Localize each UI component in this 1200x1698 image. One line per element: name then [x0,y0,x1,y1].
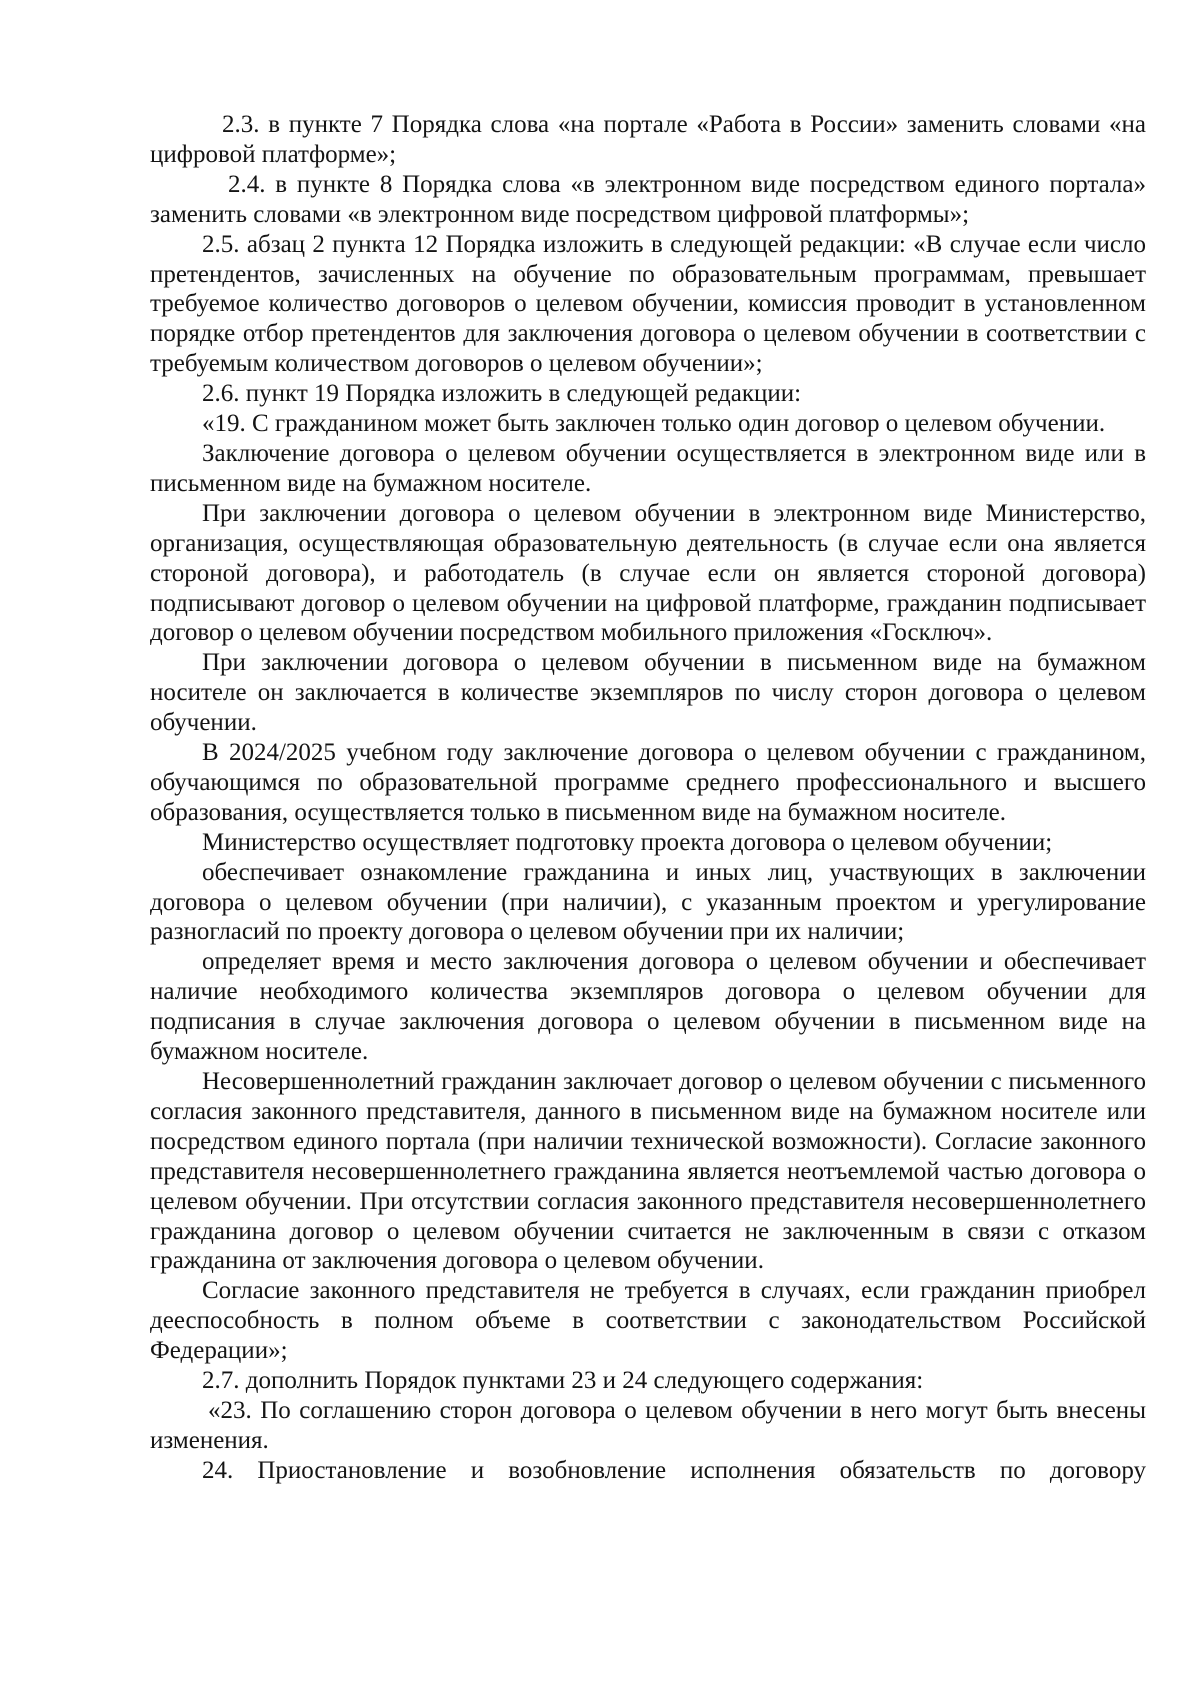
paragraph-2-6: 2.6. пункт 19 Порядка изложить в следующей редакции: [202,380,802,408]
paragraph-23: «23. По соглашению сторон договора о целевом обучении в него могут быть внесены изменения. [150,1396,1146,1454]
paragraph-19: «19. С гражданином может быть заключен только один договор о целевом обучении. [202,410,1106,438]
paragraph-2-4: 2.4. в пункте 8 Порядка слова «в электронном виде посредством единого портала» заменить словами «в электронном виде посредством цифровой платформы»; [150,170,1146,228]
paragraph-ministry-prepares: Министерство осуществляет подготовку проекта договора о целевом обучении; [202,828,1053,856]
paragraph-conclusion-form: Заключение договора о целевом обучении осуществляется в электронном виде или в письменном виде на бумажном носителе. [150,439,1146,497]
paragraph-ministry-determines: определяет время и место заключения договора о целевом обучении и обеспечивает наличие необходимого количества экземпляров договора о целевом обучении для подписания в случае заключения договора о целевом обучении в письменном виде на бумажном носителе. [150,948,1146,1066]
paragraph-2-3: 2.3. в пункте 7 Порядка слова «на портале «Работа в России» заменить словами «на цифровой платформе»; [150,111,1146,168]
paragraph-minor-citizen: Несовершеннолетний гражданин заключает договор о целевом обучении с письменного согласия законного представителя, данного в письменном виде на бумажном носителе или посредством единого портала (при наличии технической возможности). Согласие законного представителя несовершеннолетнего гражданина является неотъемлемой частью договора о целевом обучении. При отсутствии согласия законного представителя несовершеннолетнего гражданина договор о целевом обучении считается не заключенным в связи с отказом гражданина от заключения договора о целевом обучении. [150,1068,1146,1275]
paragraph-2-7: 2.7. дополнить Порядок пунктами 23 и 24 следующего содержания: [202,1367,924,1395]
paragraph-2-5: 2.5. абзац 2 пункта 12 Порядка изложить в следующей редакции: «В случае если число претендентов, зачисленных на обучение по образовательным программам, превышает требуемое количество договоров о целевом обучении, комиссия проводит в установленном порядке отбор претендентов для заключения договора о целевом обучении в соответствии с требуемым количеством договоров о целевом обучении»; [150,230,1146,378]
paragraph-24: 24. Приостановление и возобновление исполнения обязательств по договору [202,1456,1146,1484]
paragraph-electronic-form: При заключении договора о целевом обучении в электронном виде Министерство, организация, осуществляющая образовательную деятельность (в случае если она является стороной договора), и работодатель (в случае если он является стороной договора) подписывают договор о целевом обучении на цифровой платформе, гражданин подписывает договор о целевом обучении посредством мобильного приложения «Госключ». [150,499,1146,647]
document-page [150,110,1146,1486]
paragraph-ministry-ensures: обеспечивает ознакомление гражданина и иных лиц, участвующих в заключении договора о целевом обучении (при наличии), с указанным проектом и урегулирование разногласий по проекту договора о целевом обучении при их наличии; [150,858,1146,946]
paragraph-academic-year: В 2024/2025 учебном году заключение договора о целевом обучении с гражданином, обучающимся по образовательной программе среднего профессионального и высшего образования, осуществляется только в письменном виде на бумажном носителе. [150,739,1146,826]
paragraph-paper-form: При заключении договора о целевом обучении в письменном виде на бумажном носителе он заключается в количестве экземпляров по числу сторон договора о целевом обучении. [150,649,1146,737]
paragraph-consent-not-required: Согласие законного представителя не требуется в случаях, если гражданин приобрел дееспособность в полном объеме в соответствии с законодательством Российской Федерации»; [150,1277,1146,1365]
